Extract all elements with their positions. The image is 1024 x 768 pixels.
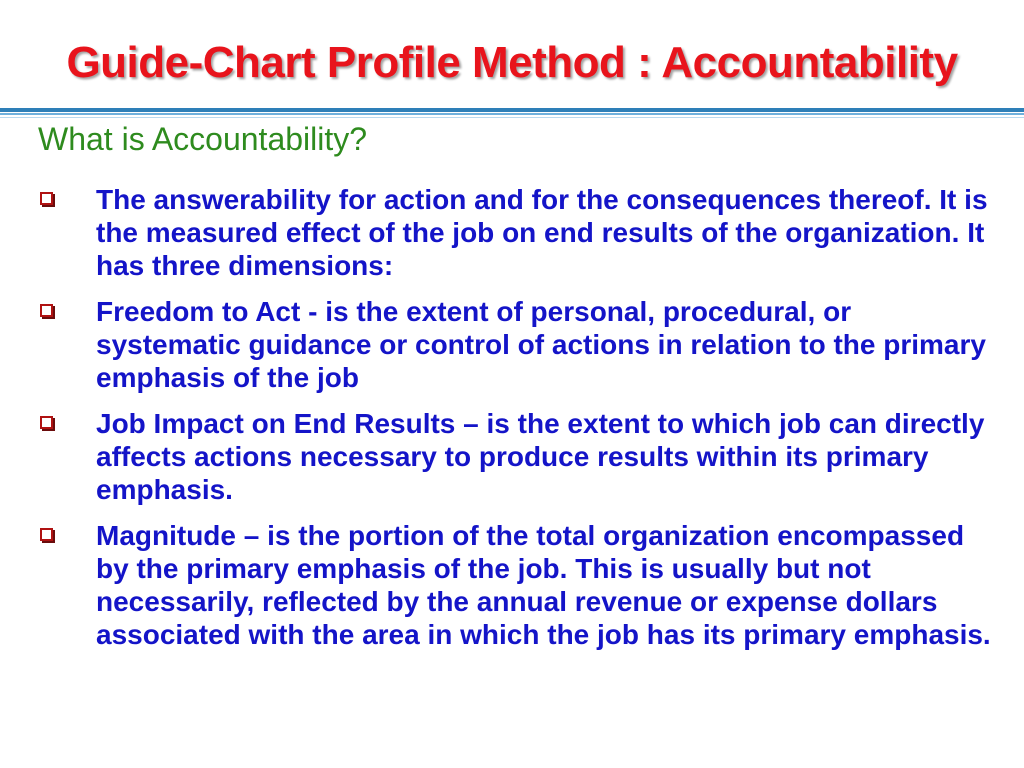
bullet-item-magnitude (38, 519, 998, 651)
square-bullet-icon (40, 416, 53, 429)
square-bullet-icon (40, 528, 53, 541)
bullet-item-definition (38, 183, 998, 282)
square-bullet-icon (40, 192, 53, 205)
title-divider-line (0, 108, 1024, 112)
slide-subtitle: What is Accountability? (38, 121, 368, 157)
title-divider-line-secondary (0, 113, 1024, 115)
bullet-text: Job Impact on End Results – is the extent to which job can directly affects actions necessary to produce results within its primary emphasis. (96, 408, 985, 505)
title-divider-line-tertiary (0, 117, 1024, 118)
bullet-text: Magnitude – is the portion of the total organization encompassed by the primary emphasis of the job. This is usually but not necessarily, reflected by the annual revenue or expense dollars associated with the area in which the job has its primary emphasis. (96, 520, 991, 650)
square-bullet-icon (40, 304, 53, 317)
bullet-item-freedom-to-act (38, 295, 998, 394)
bullet-text: Freedom to Act - is the extent of personal, procedural, or systematic guidance or control of actions in relation to the primary emphasis of the job (96, 296, 986, 393)
bullet-text: The answerability for action and for the consequences thereof. It is the measured effect of the job on end results of the organization. It has three dimensions: (96, 184, 988, 281)
bullet-list (38, 183, 998, 664)
bullet-item-job-impact (38, 407, 998, 506)
slide-title: Guide-Chart Profile Method : Accountability (66, 38, 958, 87)
